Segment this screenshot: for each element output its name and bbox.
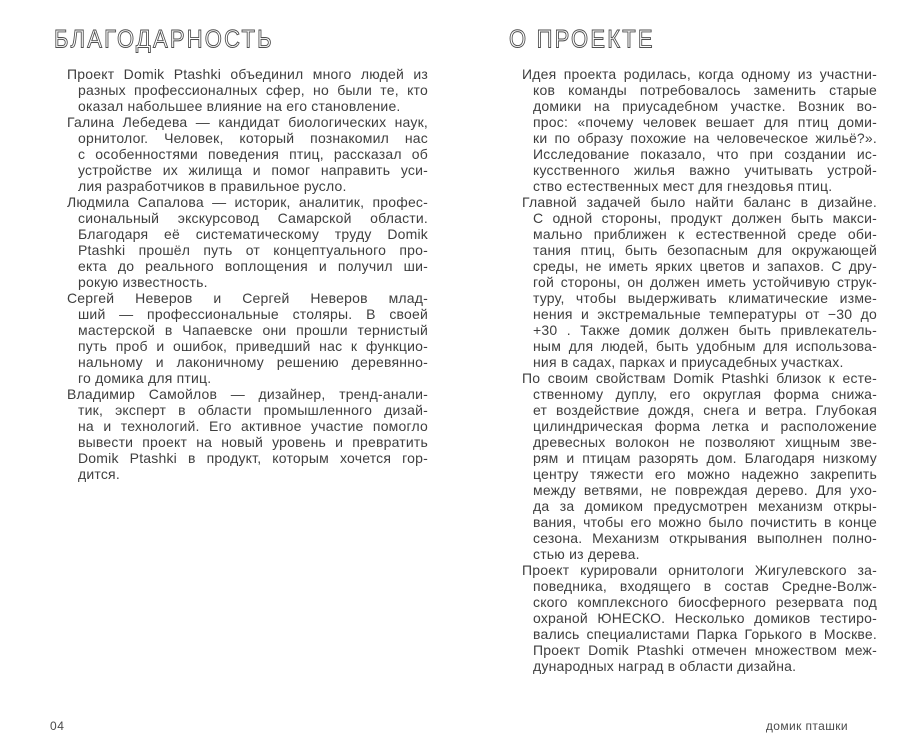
page-number: 04 (50, 719, 65, 733)
text-line: да за домиком предусмотрен механизм откры- (533, 498, 877, 514)
text-line: По своим свойствам Domik Ptashki близок к есте- (522, 370, 877, 386)
text-line: вания, чтобы его можно было почистить в конце (533, 514, 877, 530)
text-line: ет воздействие дождя, снега и ветра. Глубокая (533, 402, 877, 418)
paragraph (522, 194, 877, 370)
text-line: тик, эксперт в области промышленного дизай- (78, 402, 428, 418)
paragraph (67, 386, 428, 482)
page-footer (0, 719, 900, 735)
text-line: домики на приусадебном участке. Возник во- (533, 98, 877, 114)
acknowledgments-section (54, 25, 428, 482)
text-line: Ptashki прошёл путь от концептуального про- (78, 242, 428, 258)
text-line: поведника, входящего в состав Средне-Волж- (533, 578, 877, 594)
text-line: лия разработчиков в правильное русло. (78, 178, 347, 194)
text-line: Проект Domik Ptashki отмечен множеством меж- (533, 642, 877, 658)
text-line: Владимир Самойлов — дизайнер, тренд-анали- (67, 386, 428, 402)
text-line: мально приближен к естественной среде оби- (533, 226, 877, 242)
text-line: между ветвями, не повреждая дерево. Для ухо- (533, 482, 877, 498)
text-line: древесных волокон не позволяют хищным зве- (533, 434, 877, 450)
text-line: среды, не иметь ярких цветов и запахов. С дру- (533, 258, 877, 274)
text-line: ков команды потребовалось заменить старые (533, 82, 877, 98)
about-project-text (509, 66, 877, 674)
text-line: мастерской в Чапаевске они прошли тернистый (78, 322, 428, 338)
text-line: путь проб и ошибок, приведший нас к функцио- (78, 338, 428, 354)
text-line: рям и птицам разорять дом. Благодаря низкому (533, 450, 877, 466)
acknowledgments-heading: БЛАГОДАРНОСТЬ (54, 25, 274, 53)
text-line: нения и экстремальные температуры от −30 до (533, 306, 877, 322)
text-line: С одной стороны, продукт должен быть макси- (533, 210, 877, 226)
text-line: ство естественных мест для гнездовья птиц. (533, 178, 833, 194)
paragraph (522, 562, 877, 674)
text-line: центру тяжести его можно надежно закрепить (533, 466, 877, 482)
text-line: Людмила Сапалова — историк, аналитик, профес- (67, 194, 428, 210)
text-line: тания птиц, быть безопасным для окружающей (533, 242, 877, 258)
text-line: вались специалистами Парка Горького в Москве. (533, 626, 877, 642)
text-line: ского комплексного биосферного резервата под (533, 594, 877, 610)
text-line: кусственного жилья важно учитывать устрой- (533, 162, 877, 178)
text-line: дится. (78, 466, 120, 482)
about-project-heading: О ПРОЕКТЕ (509, 25, 655, 53)
paragraph (67, 290, 428, 386)
text-line: ственному дуплу, его округлая форма снижа- (533, 386, 877, 402)
text-line: сиональный экскурсовод Самарской области. (78, 210, 428, 226)
acknowledgments-text (54, 66, 428, 482)
about-project-section (509, 25, 877, 674)
paragraph (522, 370, 877, 562)
text-line: с особенностями поведения птиц, рассказал об (78, 146, 428, 162)
text-line: орнитолог. Человек, который познакомил нас (78, 130, 428, 146)
text-line: Domik Ptashki в продукт, которым хочется гор- (78, 450, 428, 466)
paragraph (67, 66, 428, 114)
text-line: Исследование показало, что при создании ис- (533, 146, 877, 162)
text-line: ки по образу похожие на человеческое жильё?». (533, 130, 877, 146)
text-line: Сергей Неверов и Сергей Неверов млад- (67, 290, 428, 306)
text-line: ния в садах, парках и приусадебных участках. (533, 354, 844, 370)
text-line: дународных наград в области дизайна. (533, 658, 797, 674)
text-line: разных профессионалных сфер, но были те, кто (78, 82, 428, 98)
text-line: +30 . Также домик должен быть привлекатель- (533, 322, 877, 338)
text-line: цилиндрическая форма летка и расположение (533, 418, 877, 434)
text-line: охраной ЮНЕСКО. Несколько домиков тестиро- (533, 610, 877, 626)
text-line: Идея проекта родилась, когда одному из участни- (522, 66, 877, 82)
text-line: ным для людей, быть удобным для использова- (533, 338, 877, 354)
text-line: сезона. Механизм открывания выполнен полно- (533, 530, 877, 546)
text-line: туру, чтобы выдерживать климатические изме- (533, 290, 877, 306)
text-line: рокую известность. (78, 274, 208, 290)
text-line: екта до реального воплощения и получил ши- (78, 258, 428, 274)
text-line: Проект Domik Ptashki объединил много людей из (67, 66, 428, 82)
text-line: гой стороны, он должен иметь устойчивую струк- (533, 274, 877, 290)
text-line: Главной задачей было найти баланс в дизайне. (522, 194, 877, 210)
text-line: Благодаря её систематическому труду Domik (78, 226, 428, 242)
text-line: нальному и лаконичному решению деревянно- (78, 354, 428, 370)
text-line: прос: «почему человек вешает для птиц доми- (533, 114, 877, 130)
running-title: домик пташки (765, 719, 848, 733)
text-line: стью из дерева. (533, 546, 640, 562)
paragraph (67, 114, 428, 194)
text-line: Галина Лебедева — кандидат биологических наук, (67, 114, 428, 130)
text-line: ший — профессиональные столяры. В своей (78, 306, 428, 322)
text-line: оказал набольшее влияние на его становление. (78, 98, 401, 114)
text-line: го домика для птиц. (78, 370, 212, 386)
paragraph (67, 194, 428, 290)
text-line: вывести проект на новый уровень и превратить (78, 434, 428, 450)
paragraph (522, 66, 877, 194)
text-line: Проект курировали орнитологи Жигулевского за- (522, 562, 877, 578)
text-line: на и технологий. Его активное участие помогло (78, 418, 428, 434)
text-line: устройстве их жилища и помог направить уси- (78, 162, 428, 178)
